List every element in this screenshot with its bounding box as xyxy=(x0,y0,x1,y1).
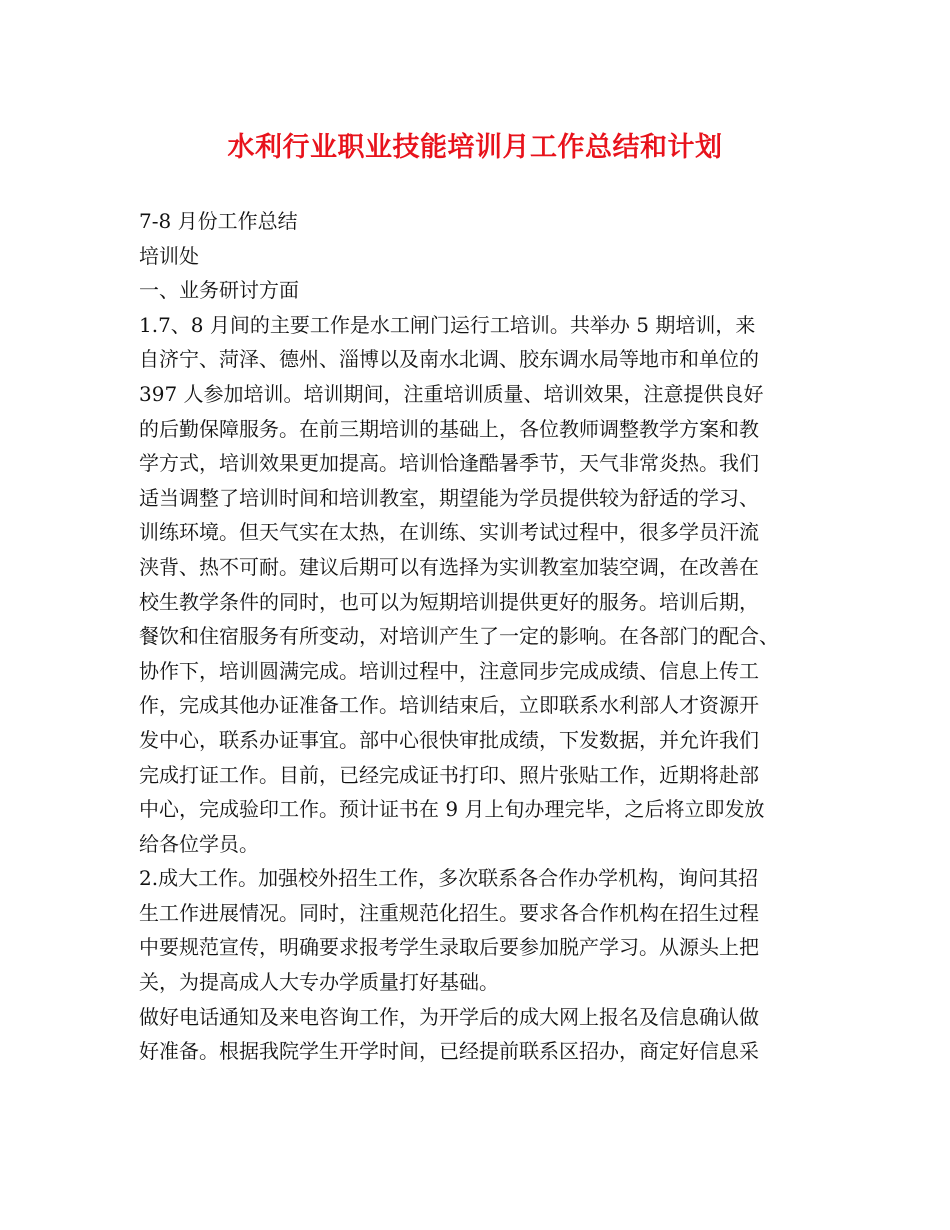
text-line: 2.成大工作。加强校外招生工作，多次联系各合作办学机构，询问其招 xyxy=(139,866,759,891)
text-line: 生工作进展情况。同时，注重规范化招生。要求各合作机构在招生过程 xyxy=(139,900,759,925)
text-line: 餐饮和住宿服务有所变动，对培训产生了一定的影响。在各部门的配合、 xyxy=(139,624,779,649)
text-line: 发中心，联系办证事宜。部中心很快审批成绩，下发数据，并允许我们 xyxy=(139,727,759,752)
text-line: 做好电话通知及来电咨询工作，为开学后的成大网上报名及信息确认做 xyxy=(139,1004,759,1029)
text-line: 协作下，培训圆满完成。培训过程中，注意同步完成成绩、信息上传工 xyxy=(139,658,759,683)
text-line: 适当调整了培训时间和培训教室，期望能为学员提供较为舒适的学习、 xyxy=(139,485,759,510)
document-title: 水利行业职业技能培训月工作总结和计划 xyxy=(227,132,723,163)
text-line: 训练环境。但天气实在太热，在训练、实训考试过程中，很多学员汗流 xyxy=(139,520,759,545)
text-line: 中要规范宣传，明确要求报考学生录取后要参加脱产学习。从源头上把 xyxy=(139,935,759,960)
text-line: 一、业务研讨方面 xyxy=(139,278,299,303)
text-line: 关，为提高成人大专办学质量打好基础。 xyxy=(139,970,499,995)
text-line: 完成打证工作。目前，已经完成证书打印、照片张贴工作，近期将赴部 xyxy=(139,762,759,787)
text-line: 中心，完成验印工作。预计证书在 9 月上旬办理完毕，之后将立即发放 xyxy=(139,797,765,822)
text-line: 浃背、热不可耐。建议后期可以有选择为实训教室加装空调，在改善在 xyxy=(139,554,759,579)
text-line: 学方式，培训效果更加提高。培训恰逢酷暑季节，天气非常炎热。我们 xyxy=(139,451,759,476)
text-line: 好准备。根据我院学生开学时间，已经提前联系区招办，商定好信息采 xyxy=(139,1039,759,1064)
text-line: 自济宁、菏泽、德州、淄博以及南水北调、胶东调水局等地市和单位的 xyxy=(139,347,759,372)
text-line: 的后勤保障服务。在前三期培训的基础上，各位教师调整教学方案和教 xyxy=(139,416,759,441)
text-line: 培训处 xyxy=(139,243,199,268)
text-line: 1.7、8 月间的主要工作是水工闸门运行工培训。共举办 5 期培训，来 xyxy=(139,312,756,337)
document-body xyxy=(139,204,829,1069)
text-line: 给各位学员。 xyxy=(139,831,259,856)
text-line: 7-8 月份工作总结 xyxy=(139,209,298,233)
text-line: 校生教学条件的同时，也可以为短期培训提供更好的服务。培训后期， xyxy=(139,589,759,614)
text-line: 作，完成其他办证准备工作。培训结束后，立即联系水利部人才资源开 xyxy=(139,693,759,718)
text-line: 397 人参加培训。培训期间，注重培训质量、培训效果，注意提供良好 xyxy=(139,381,764,406)
